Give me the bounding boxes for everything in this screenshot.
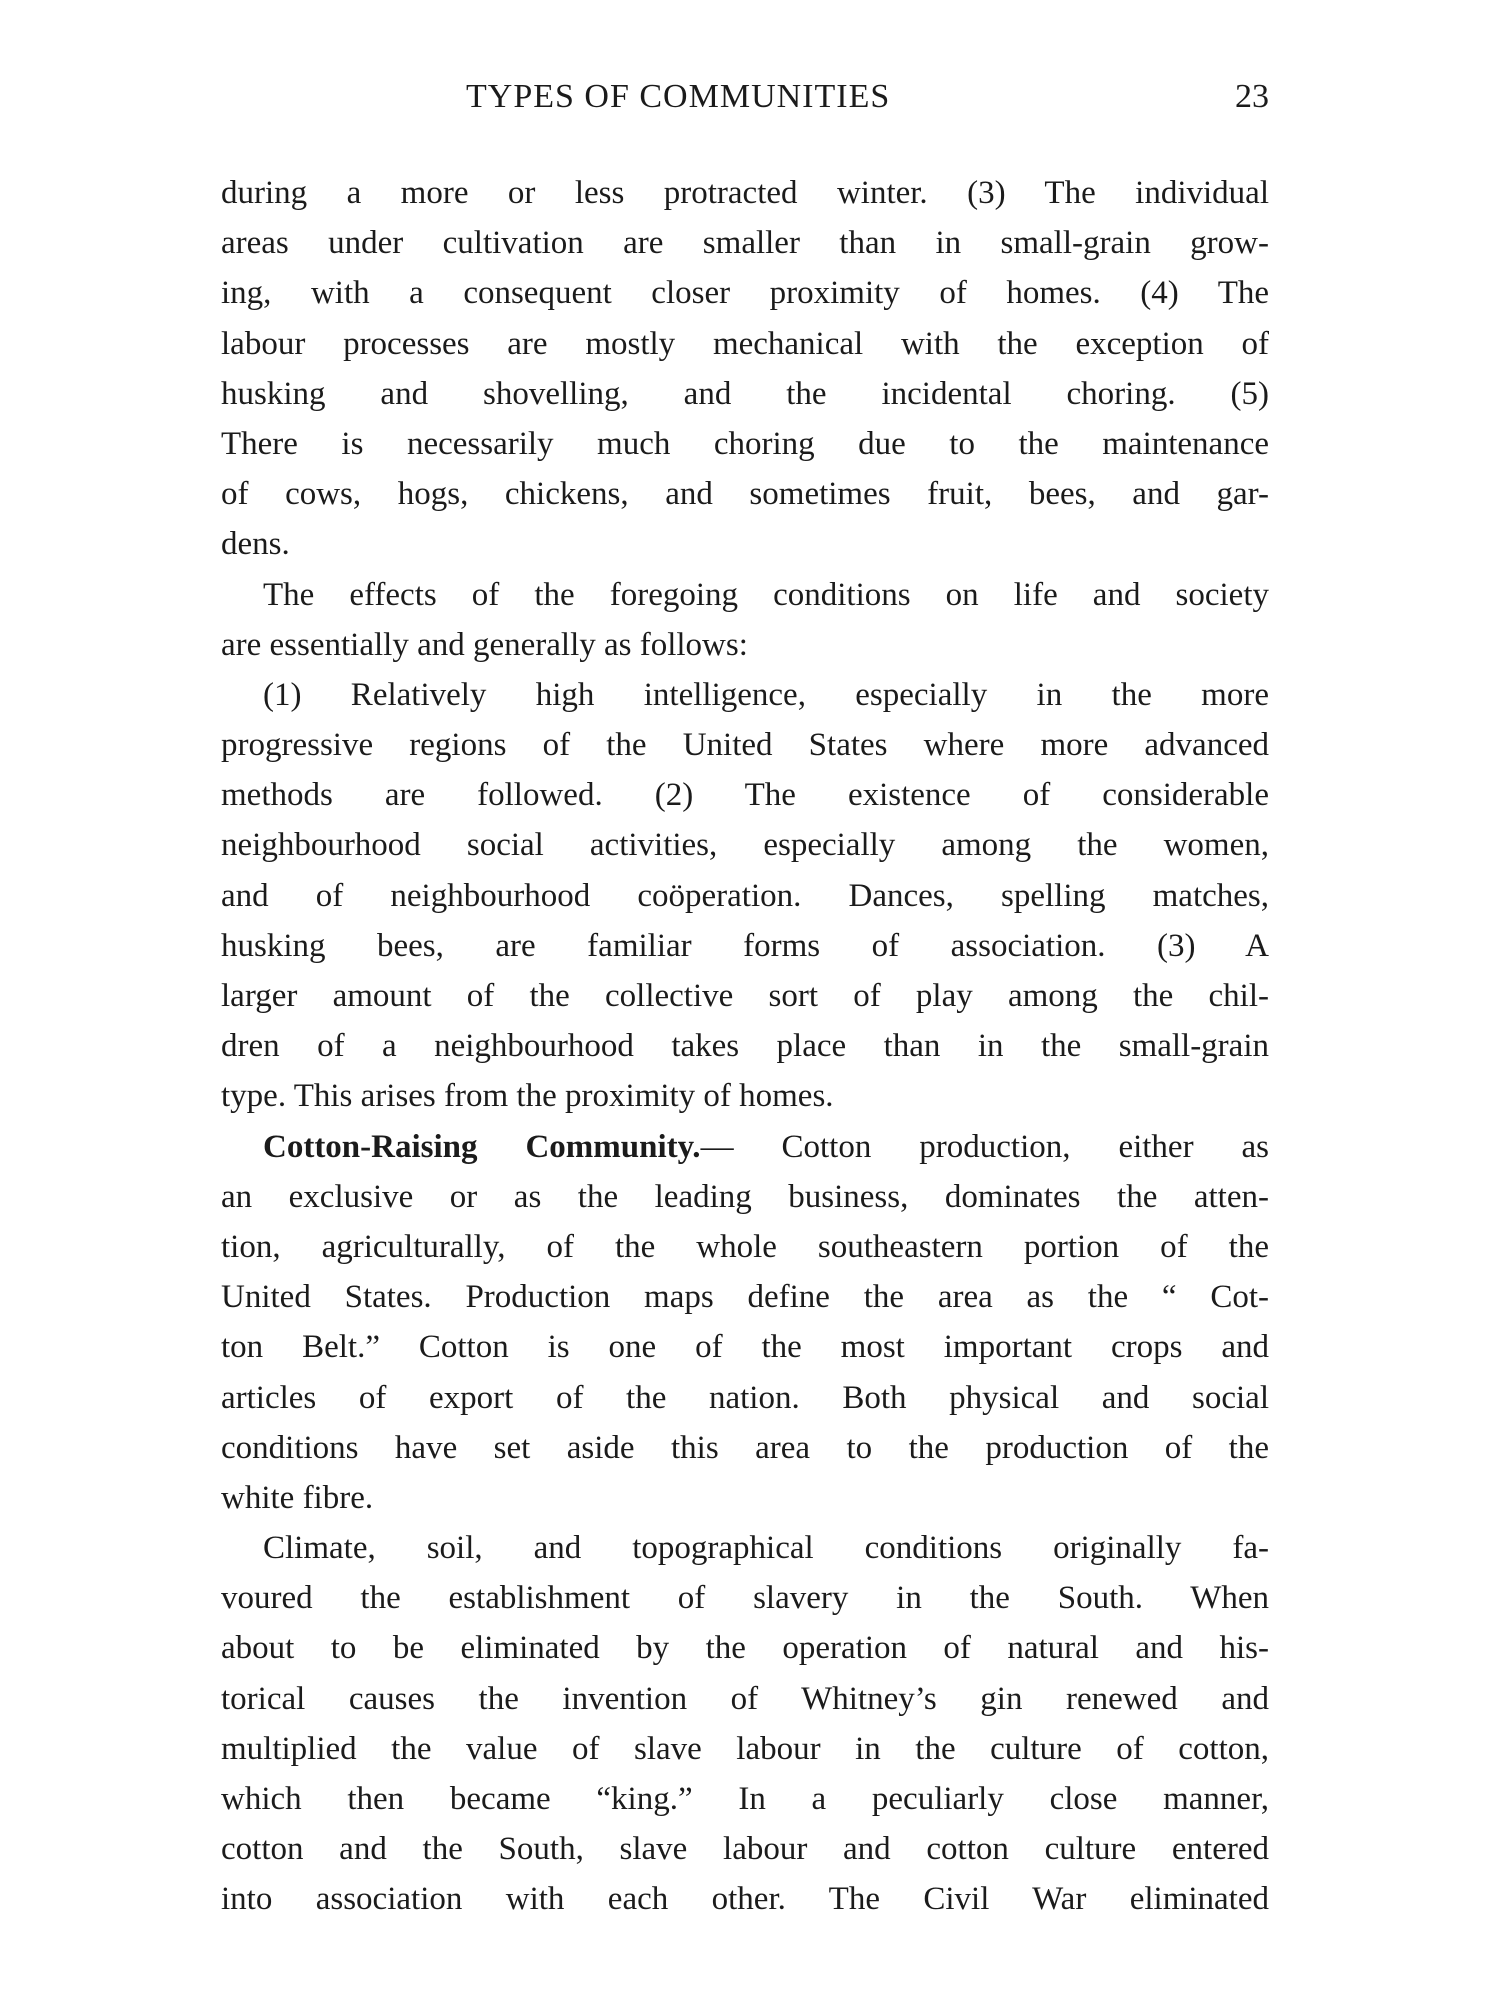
text-line: articles of export of the nation. Both physical and social — [221, 1379, 1269, 1416]
text-line: and of neighbourhood coöperation. Dances, spelling matches, — [221, 877, 1269, 914]
text-line: larger amount of the collective sort of play among the chil- — [221, 978, 1269, 1014]
text-line: dens. — [221, 526, 290, 563]
text-line: which then became “king.” In a peculiarly close manner, — [221, 1781, 1269, 1817]
text-line: There is necessarily much choring due to the maintenance — [221, 425, 1269, 462]
text-line: into association with each other. The Civil War eliminated — [221, 1881, 1269, 1918]
text-line: conditions have set aside this area to the production of the — [221, 1429, 1269, 1466]
text-line: are essentially and generally as follows: — [221, 626, 748, 663]
line-text: — Cotton production, either as — [700, 1128, 1269, 1165]
running-head-title: TYPES OF COMMUNITIES — [466, 78, 891, 115]
running-head — [221, 78, 1269, 122]
text-line: ton Belt.” Cotton is one of the most important crops and — [221, 1329, 1269, 1366]
text-line: labour processes are mostly mechanical with the exception of — [221, 325, 1269, 362]
body-text — [221, 168, 1269, 1925]
text-line: torical causes the invention of Whitney’s gin renewed and — [221, 1680, 1269, 1717]
text-line: (1) Relatively high intelligence, especially in the more — [263, 676, 1269, 713]
text-line: about to be eliminated by the operation of natural and his- — [221, 1630, 1269, 1667]
text-line: United States. Production maps define the area as the “ Cot- — [221, 1279, 1269, 1316]
text-line — [221, 1122, 1269, 1172]
text-line: cotton and the South, slave labour and cotton culture entered — [221, 1831, 1269, 1868]
text-line: type. This arises from the proximity of homes. — [221, 1078, 834, 1115]
text-line: neighbourhood social activities, especially among the women, — [221, 827, 1269, 864]
text-line: progressive regions of the United States where more advanced — [221, 727, 1269, 764]
text-line: of cows, hogs, chickens, and sometimes fruit, bees, and gar- — [221, 476, 1269, 513]
text-line: ing, with a consequent closer proximity of homes. (4) The — [221, 275, 1269, 312]
text-line: Climate, soil, and topographical conditions originally fa- — [263, 1530, 1269, 1567]
text-line: dren of a neighbourhood takes place than in the small-grain — [221, 1028, 1269, 1065]
text-line: multiplied the value of slave labour in the culture of cotton, — [221, 1730, 1269, 1767]
text-line: voured the establishment of slavery in the South. When — [221, 1580, 1269, 1617]
text-line: areas under cultivation are smaller than in small-grain grow- — [221, 225, 1269, 262]
text-line: an exclusive or as the leading business, dominates the atten- — [221, 1178, 1269, 1215]
text-line: during a more or less protracted winter. (3) The individual — [221, 175, 1269, 211]
page-number: 23 — [1235, 78, 1269, 115]
text-line: methods are followed. (2) The existence of considerable — [221, 777, 1269, 814]
text-line: husking bees, are familiar forms of association. (3) A — [221, 927, 1269, 964]
text-line: husking and shovelling, and the incidental choring. (5) — [221, 375, 1269, 412]
text-line: tion, agriculturally, of the whole southeastern portion of the — [221, 1228, 1269, 1265]
section-heading: Cotton-Raising Community. — [263, 1128, 701, 1165]
text-line: The effects of the foregoing conditions on life and society — [263, 576, 1269, 613]
text-line: white fibre. — [221, 1479, 374, 1516]
